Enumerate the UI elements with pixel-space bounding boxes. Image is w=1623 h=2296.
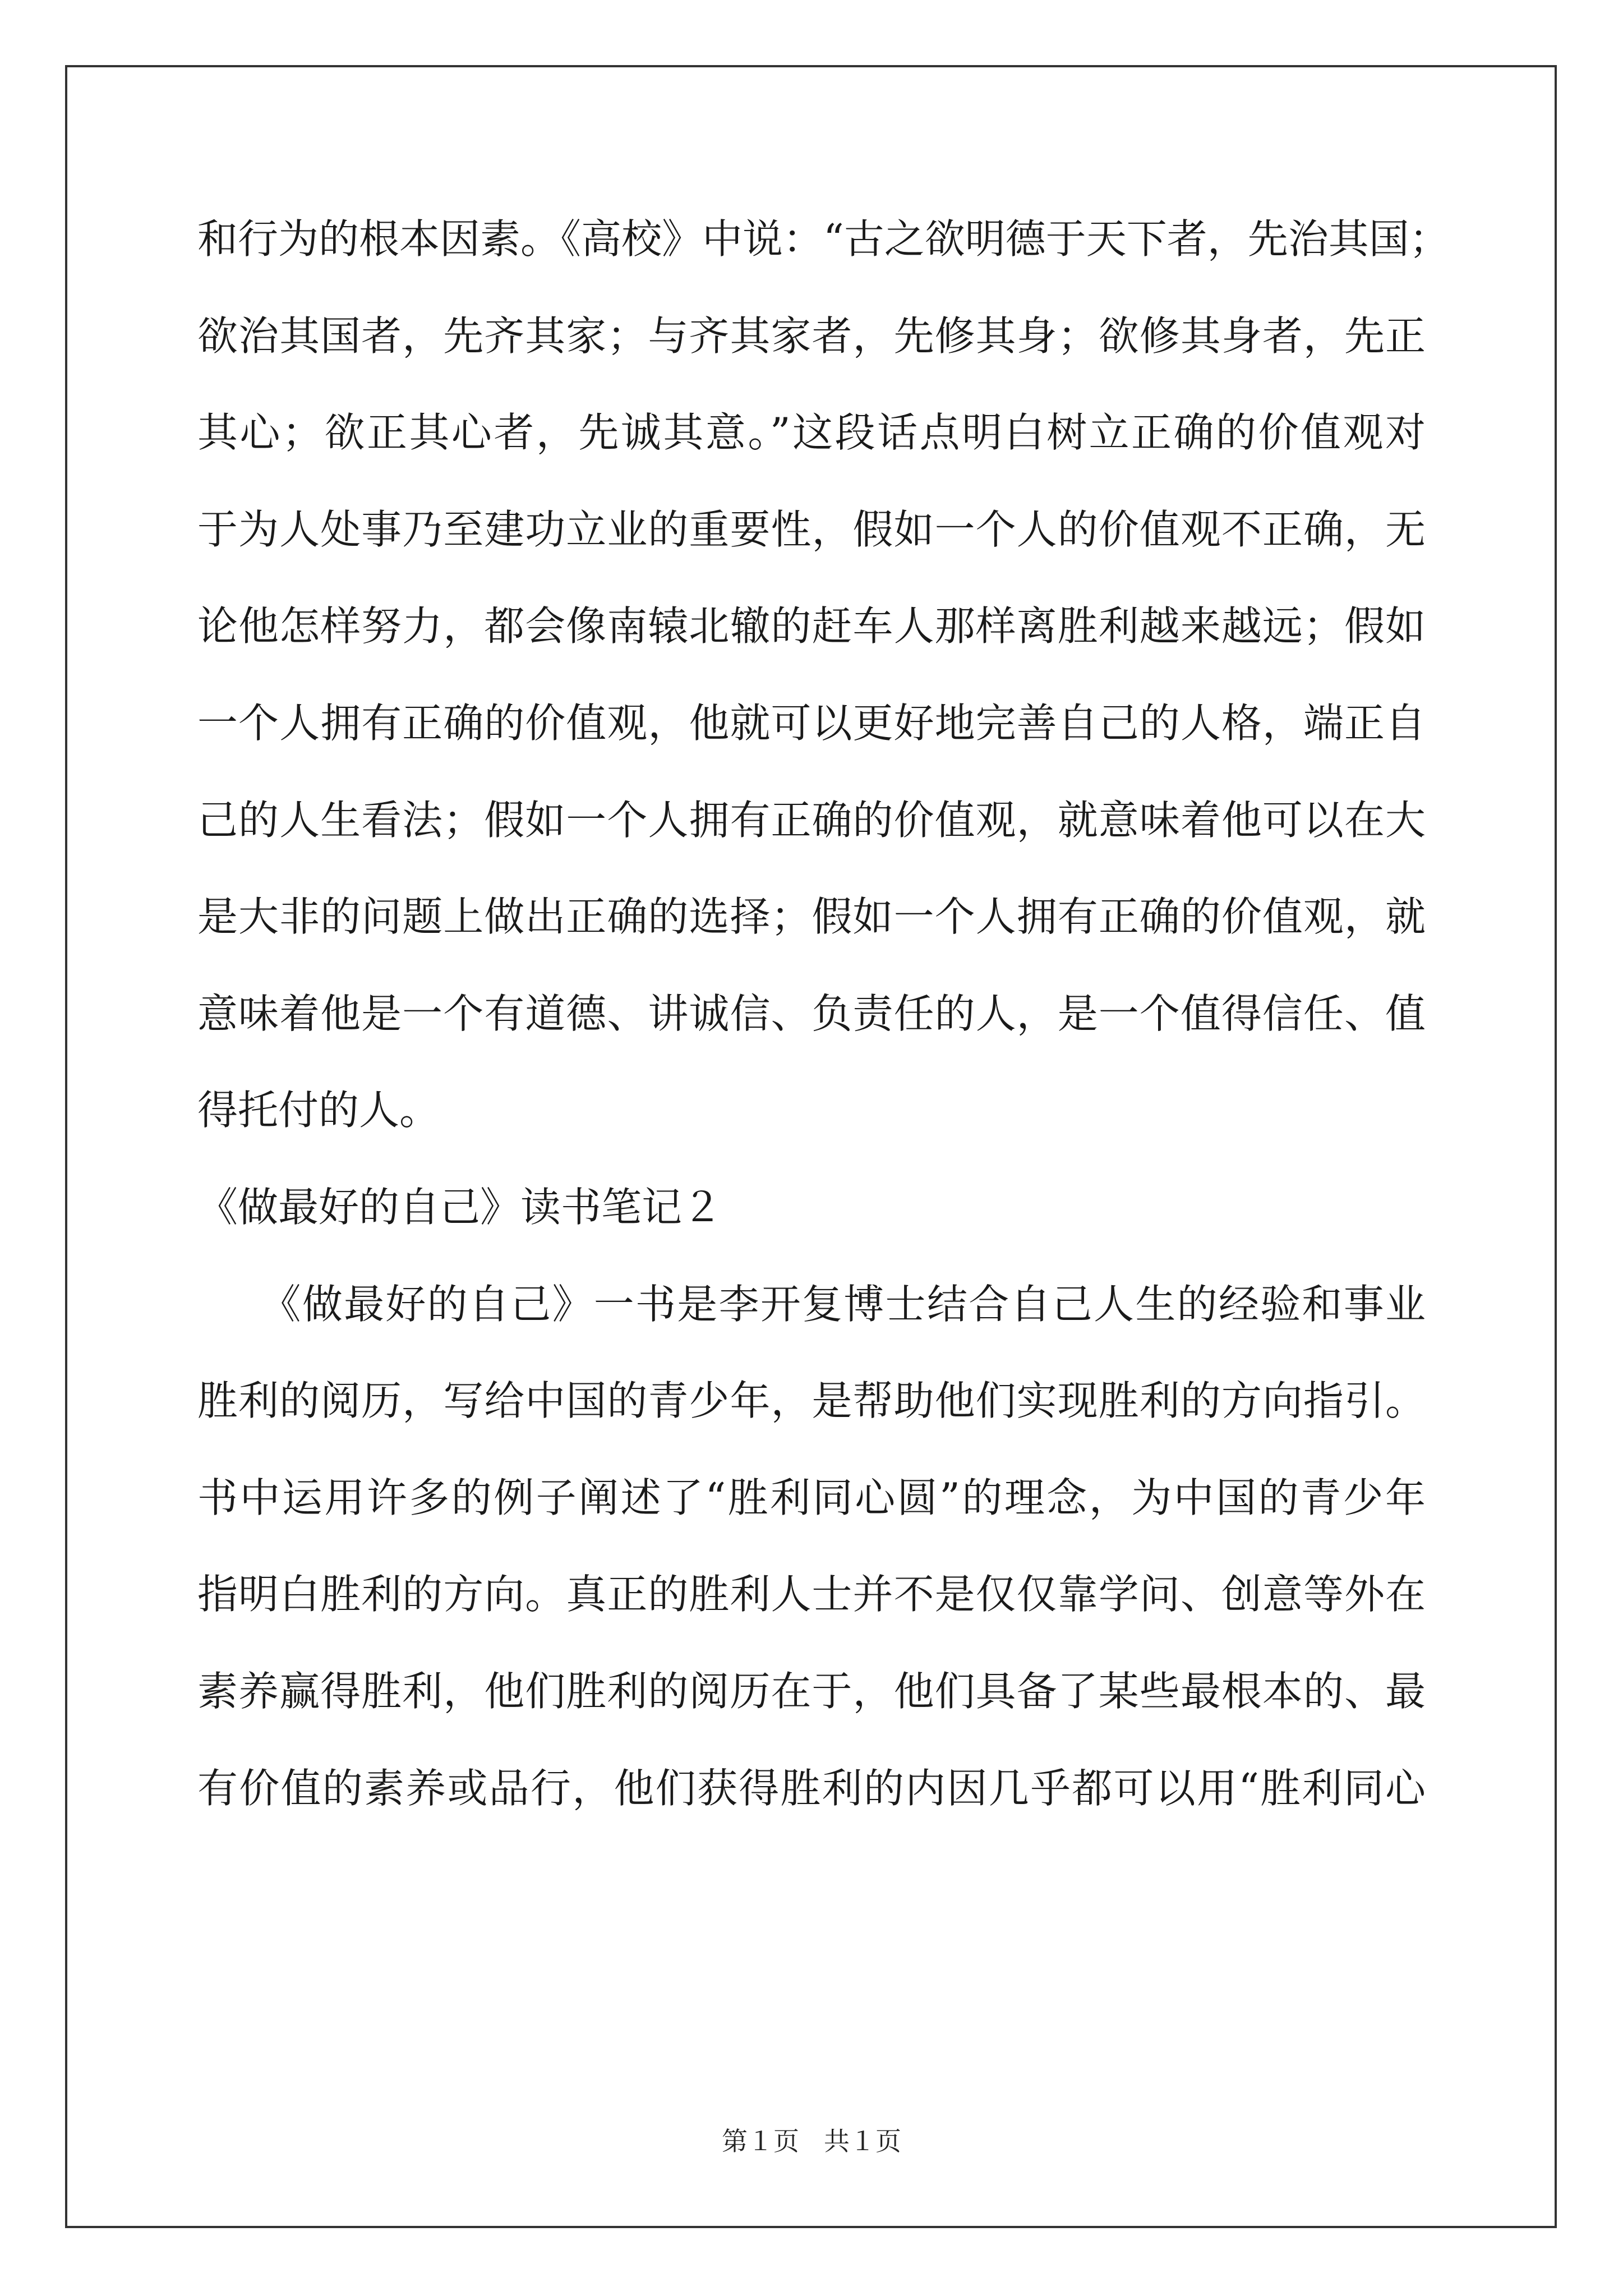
text-line: 论他怎样努力，都会像南辕北辙的赶车人那样离胜利越来越远；假如	[197, 602, 1426, 650]
text-line: 指明白胜利的方向。真正的胜利人士并不是仅仅靠学问、创意等外在	[197, 1571, 1426, 1618]
page-footer	[0, 2125, 1623, 2159]
text-line: 其心；欲正其心者，先诚其意。”这段话点明白树立正确的价值观对	[197, 409, 1426, 457]
document-body	[197, 191, 1450, 1837]
text-line: 意味着他是一个有道德、讲诚信、负责任的人，是一个值得信任、值	[197, 990, 1426, 1037]
text-line: 书中运用许多的例子阐述了“胜利同心圆”的理念，为中国的青少年	[197, 1474, 1426, 1521]
text-line: 和行为的根本因素。《高校》中说：“古之欲明德于天下者，先治其国；	[197, 215, 1450, 263]
text-line: 一个人拥有正确的价值观，他就可以更好地完善自己的人格，端正自	[197, 699, 1426, 747]
text-line: 是大非的问题上做出正确的选择；假如一个人拥有正确的价值观，就	[197, 893, 1426, 941]
section-heading: 《做最好的自己》读书笔记２	[197, 1183, 723, 1231]
page-number: 第１页	[722, 2127, 799, 2156]
text-line: 《做最好的自己》一书是李开复博士结合自己人生的经验和事业	[197, 1280, 1426, 1328]
text-line: 于为人处事乃至建功立业的重要性，假如一个人的价值观不正确，无	[197, 505, 1426, 553]
text-line: 己的人生看法；假如一个人拥有正确的价值观，就意味着他可以在大	[197, 796, 1426, 844]
page-total: 共１页	[824, 2127, 901, 2156]
text-line: 胜利的阅历，写给中国的青少年，是帮助他们实现胜利的方向指引。	[197, 1377, 1426, 1425]
text-line: 得托付的人。	[197, 1087, 440, 1134]
text-line: 欲治其国者，先齐其家；与齐其家者，先修其身；欲修其身者，先正	[197, 312, 1426, 360]
text-line: 素养赢得胜利，他们胜利的阅历在于，他们具备了某些最根本的、最	[197, 1667, 1426, 1715]
text-line: 有价值的素养或品行，他们获得胜利的内因几乎都可以用“胜利同心	[197, 1764, 1426, 1812]
